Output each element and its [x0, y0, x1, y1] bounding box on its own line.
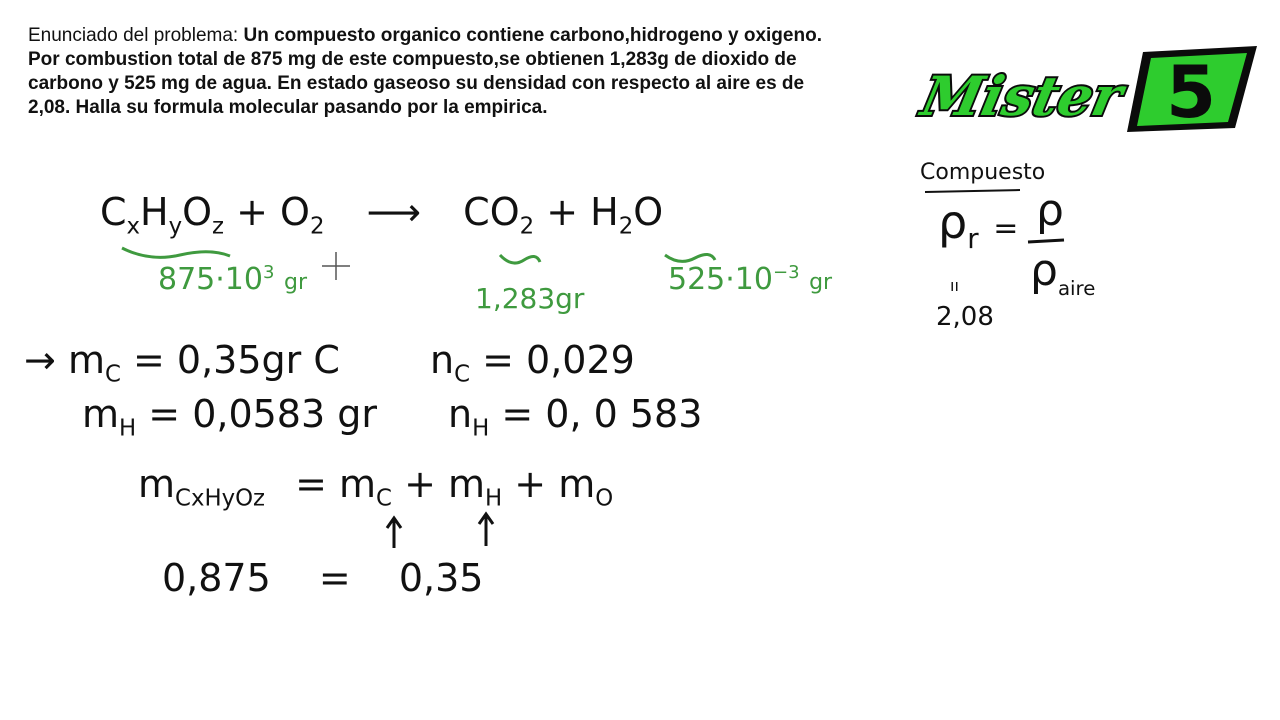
reactant-c: C [100, 190, 127, 234]
mass-carbon-line: → $m_C = 0,35gr$ C [24, 338, 340, 388]
fraction-bar [1028, 240, 1064, 242]
density-title: Compuesto [920, 160, 1046, 185]
title-underline [925, 190, 1020, 192]
density-numerator: ρ [1036, 185, 1064, 236]
problem-label: Enunciado del problema: [28, 25, 239, 46]
oxygen: O [280, 190, 310, 234]
water: H [590, 190, 619, 234]
moles-carbon-line: $n_C = 0,029$ [430, 338, 635, 388]
mass-h2o: $525\cdot 10^{-3}$ gr [668, 262, 833, 297]
underline-co2 [500, 255, 540, 263]
underline-compound [122, 248, 230, 257]
reaction-arrow-icon: ⟶ [366, 190, 422, 234]
problem-text: Un compuesto organico contiene carbono,hidrogeno y oxigeno. Por combustion total de 875 mg de este compuesto,se obtienen 1,283g de dioxido de carbono y 525 mg de agua. En estado gaseoso su densidad con respecto al aire es de 2,08. Halla su formula molecular pasando por la empirica. [28, 25, 822, 118]
mass-compound: $875\cdot 10^3$ gr [158, 262, 307, 297]
carbon-dioxide: CO [463, 190, 520, 234]
mass-balance-line: $m_{CxHyOz} = m_C + m_H + m_O$ [138, 462, 614, 512]
cursor-crosshair-icon [322, 252, 350, 280]
bullet-arrow-icon: → [24, 338, 56, 382]
density-denominator: $\rho_{aire}$ [1030, 245, 1096, 300]
mass-hydrogen-line: $m_H = 0,0583$ gr [82, 392, 377, 442]
mass-co2: 1,283gr [475, 282, 585, 315]
logo-word: Mister [916, 64, 1129, 128]
final-equation-line: 0,875 = 0,35 [162, 556, 484, 600]
logo-number: 5 [1165, 50, 1217, 134]
reaction-equation: $C_xH_yO_z + O_2$ ⟶ $CO_2 + H_2O$ [100, 190, 664, 240]
relative-density: $\rho_r$ = [938, 195, 1019, 256]
moles-hydrogen-line: $n_H = 0$, 0 583 [448, 392, 703, 442]
underline-h2o [665, 254, 715, 261]
equals-mark: ıı [950, 276, 959, 295]
density-value: 2,08 [936, 302, 994, 332]
